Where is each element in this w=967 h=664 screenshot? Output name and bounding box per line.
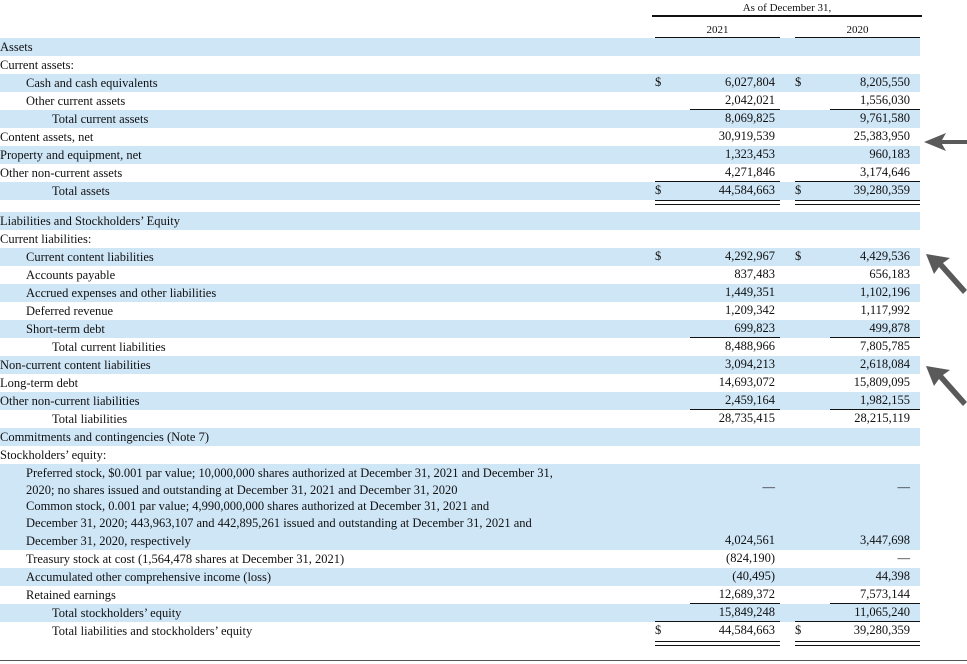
value-2021: 837,483 [734,267,775,281]
row-label: Property and equipment, net [0,148,142,162]
row-label-line2: December 31, 2020; 443,963,107 and 442,895,261 issued and outstanding at December 31, 2021 and [26,516,532,530]
value-2021: 28,735,415 [718,411,775,425]
value-2020: 656,183 [869,267,910,281]
page-bottom-rule [0,660,967,661]
row-label: Total stockholders’ equity [52,606,182,620]
value-2020: 44,398 [875,569,910,583]
value-2021: 8,069,825 [725,111,775,125]
row-label: Total liabilities and stockholders’ equity [52,624,253,638]
row-label: Other current assets [26,94,126,108]
row-label: Accrued expenses and other liabilities [26,286,217,300]
currency-symbol: $ [795,249,802,263]
value-2021: — [762,480,775,494]
value-2020: 960,183 [869,147,910,161]
value-2021: 15,849,248 [718,605,775,619]
value-2020: 499,878 [869,321,910,335]
value-2020: 2,618,084 [860,357,910,371]
row-liab-equity [0,212,920,230]
row-label: Deferred revenue [26,304,114,318]
row-total-current-assets [0,110,920,128]
arrow-icon-shape [924,133,967,151]
row-other-current-assets [0,92,920,110]
row-label: Accumulated other comprehensive income (loss) [26,570,272,584]
row-total-current-liab [0,338,920,356]
value-2020: 4,429,536 [860,249,910,263]
row-assets [0,38,920,56]
row-label: Current liabilities: [0,232,92,246]
row-noncurrent-content-liab [0,356,920,374]
header-year-2021: 2021 [706,24,729,36]
value-2020: — [897,551,910,565]
row-label: Long-term debt [0,376,79,390]
row-common-stock-bg [0,498,920,550]
row-cash [0,74,920,92]
row-accrued [0,284,920,302]
row-content-assets [0,128,920,146]
row-current-assets [0,56,920,74]
row-label-line1: Preferred stock, $0.001 par value; 10,000,000 shares authorized at December 31, 2021 and December 31, [26,466,553,480]
value-2020: 1,556,030 [860,93,910,107]
row-label: Total liabilities [52,412,128,426]
value-2021: 2,459,164 [725,393,775,407]
row-deferred [0,302,920,320]
value-2021: 12,689,372 [718,587,775,601]
value-2021: (40,495) [732,569,775,583]
row-label-line3: December 31, 2020, respectively [26,534,191,548]
row-label: Other non-current liabilities [0,394,140,408]
value-2020: 3,174,646 [860,165,910,179]
row-other-noncurrent-liab [0,392,920,410]
row-label-line1: Common stock, 0.001 par value; 4,990,000,000 shares authorized at December 31, 2021 and [26,499,490,513]
value-2020: 8,205,550 [860,75,910,89]
row-preferred-stock [0,464,920,498]
currency-symbol: $ [655,249,662,263]
row-label: Assets [0,40,33,54]
row-label: Commitments and contingencies (Note 7) [0,430,209,444]
value-2020: 39,280,359 [853,183,910,197]
row-label: Accounts payable [26,268,116,282]
value-2020: 1,117,992 [860,303,910,317]
total-double-rule [655,641,780,646]
value-2021: 30,919,539 [718,129,775,143]
row-label: Cash and cash equivalents [26,76,158,90]
row-total-liabilities [0,410,920,428]
arrow-icon [922,250,967,300]
value-2021: 1,449,351 [725,285,775,299]
row-label: Retained earnings [26,588,116,602]
value-2020: 11,065,240 [854,605,910,619]
value-2020: 1,102,196 [860,285,910,299]
row-total-liab-equity [0,622,920,640]
value-2021: 4,292,967 [725,249,775,263]
row-label: Total assets [52,184,110,198]
header-year-2020: 2020 [846,24,869,36]
value-2021: 44,584,663 [718,183,775,197]
row-aoci [0,568,920,586]
row-label: Non-current content liabilities [0,358,151,372]
total-double-rule [795,641,920,646]
row-label: Stockholders’ equity: [0,448,107,462]
value-2021: 4,271,846 [725,165,775,179]
row-label: Short-term debt [26,322,105,336]
arrow-icon [920,130,967,154]
total-double-rule [655,200,780,205]
currency-symbol: $ [795,75,802,89]
value-2020: 15,809,095 [853,375,910,389]
row-treasury [0,550,920,568]
row-label: Liabilities and Stockholders’ Equity [0,214,180,228]
row-stockholders-equity [0,446,920,464]
row-long-term-debt [0,374,920,392]
value-2021: 699,823 [734,321,775,335]
arrow-icon [922,362,967,412]
value-2020: 28,215,119 [854,411,910,425]
arrow-icon-shape [926,366,967,406]
row-label-line2: 2020; no shares issued and outstanding at December 31, 2021 and December 31, 2020 [26,483,458,497]
currency-symbol: $ [655,183,662,197]
row-commitments [0,428,920,446]
row-accounts-payable [0,266,920,284]
value-2021: 8,488,966 [725,339,775,353]
currency-symbol: $ [795,183,802,197]
value-2021: 3,094,213 [725,357,775,371]
row-retained [0,586,920,604]
value-2021: 2,042,021 [725,93,775,107]
currency-symbol: $ [655,75,662,89]
currency-symbol: $ [795,623,802,637]
value-2020: 25,383,950 [853,129,910,143]
row-ppe [0,146,920,164]
value-2021: 14,693,072 [718,375,775,389]
row-label: Current assets: [0,58,74,72]
row-label: Content assets, net [0,130,94,144]
value-2020: 7,805,785 [860,339,910,353]
row-label: Total current liabilities [52,340,166,354]
header-rule [652,15,922,17]
value-2021: 44,584,663 [718,623,775,637]
currency-symbol: $ [655,623,662,637]
arrow-icon-shape [926,254,967,294]
value-2020: — [897,480,910,494]
row-total-assets [0,182,920,200]
value-2021: 1,323,453 [725,147,775,161]
value-2021: (824,190) [726,551,775,565]
row-label: Total current assets [52,112,149,126]
value-2020: 7,573,144 [860,587,910,601]
row-current-liabilities [0,230,920,248]
value-2020: 1,982,155 [860,393,910,407]
value-2020: 39,280,359 [853,623,910,637]
row-label: Other non-current assets [0,166,123,180]
value-2021: 1,209,342 [725,303,775,317]
row-total-equity [0,604,920,622]
row-other-noncurrent-assets [0,164,920,182]
row-current-content-liab [0,248,920,266]
value-2020: 3,447,698 [860,533,910,547]
header-as-of: As of December 31, [742,2,832,14]
value-2020: 9,761,580 [860,111,910,125]
total-double-rule [795,200,920,205]
row-label: Treasury stock at cost (1,564,478 shares at December 31, 2021) [26,552,345,566]
value-2021: 4,024,561 [725,533,775,547]
value-2021: 6,027,804 [725,75,775,89]
row-short-term-debt [0,320,920,338]
row-label: Current content liabilities [26,250,154,264]
